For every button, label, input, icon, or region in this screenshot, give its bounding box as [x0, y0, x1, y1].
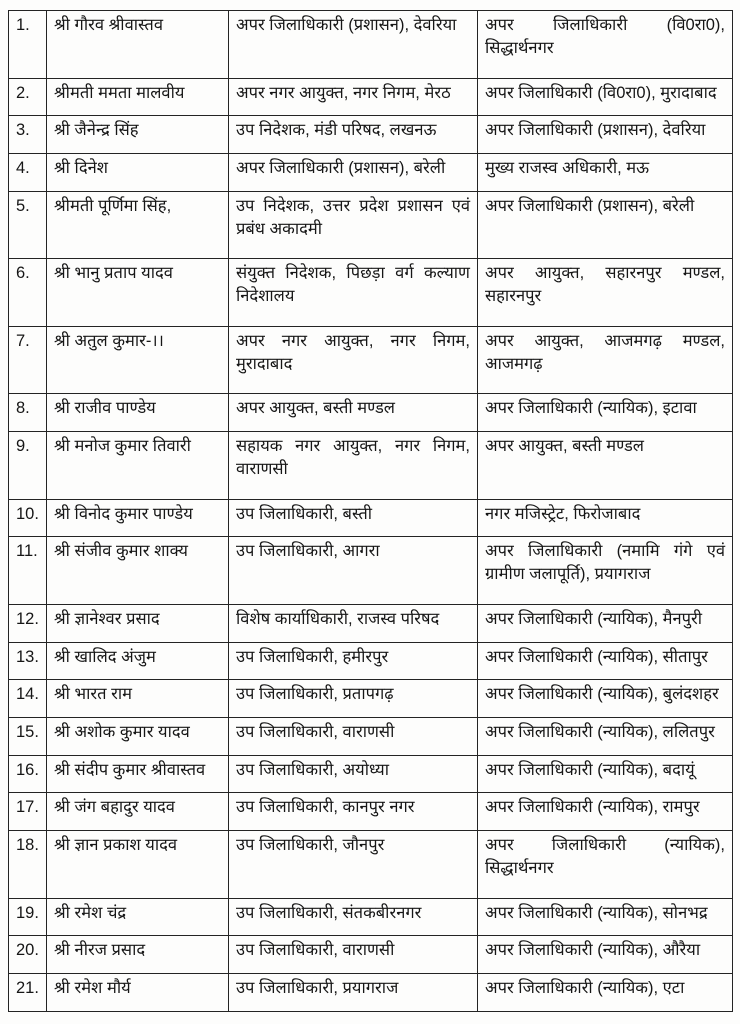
current-post-cell: अपर आयुक्त, बस्ती मण्डल: [229, 394, 478, 432]
current-post-cell: उप जिलाधिकारी, संतकबीरनगर: [229, 898, 478, 936]
new-post-cell: मुख्य राजस्व अधिकारी, मऊ: [478, 153, 733, 191]
new-post-cell: अपर जिलाधिकारी (न्यायिक), इटावा: [478, 394, 733, 432]
name-cell: श्रीमती पूर्णिमा सिंह,: [47, 191, 229, 259]
serial-cell: 13.: [9, 642, 47, 680]
name-cell: श्री विनोद कुमार पाण्डेय: [47, 499, 229, 537]
name-cell: श्री गौरव श्रीवास्तव: [47, 11, 229, 79]
name-cell: श्री रमेश मौर्य: [47, 974, 229, 1012]
new-post-cell: अपर जिलाधिकारी (प्रशासन), बरेली: [478, 191, 733, 259]
serial-cell: 4.: [9, 153, 47, 191]
current-post-cell: उप जिलाधिकारी, प्रतापगढ़: [229, 680, 478, 718]
serial-cell: 11.: [9, 537, 47, 605]
new-post-cell: अपर आयुक्त, आजमगढ़ मण्डल, आजमगढ़: [478, 326, 733, 394]
current-post-cell: सहायक नगर आयुक्त, नगर निगम, वाराणसी: [229, 432, 478, 500]
serial-cell: 7.: [9, 326, 47, 394]
table-row: [9, 432, 733, 500]
name-cell: श्री ज्ञान प्रकाश यादव: [47, 831, 229, 899]
serial-cell: 6.: [9, 259, 47, 327]
new-post-cell: अपर आयुक्त, सहारनपुर मण्डल, सहारनपुर: [478, 259, 733, 327]
current-post-cell: विशेष कार्याधिकारी, राजस्व परिषद: [229, 605, 478, 643]
new-post-cell: अपर जिलाधिकारी (न्यायिक), औरैया: [478, 936, 733, 974]
new-post-cell: नगर मजिस्ट्रेट, फिरोजाबाद: [478, 499, 733, 537]
current-post-cell: उप जिलाधिकारी, अयोध्या: [229, 755, 478, 793]
new-post-cell: अपर जिलाधिकारी (न्यायिक), रामपुर: [478, 793, 733, 831]
serial-cell: 17.: [9, 793, 47, 831]
table-row: [9, 642, 733, 680]
serial-cell: 3.: [9, 116, 47, 154]
name-cell: श्री भारत राम: [47, 680, 229, 718]
table-row: [9, 11, 733, 79]
name-cell: श्री ज्ञानेश्वर प्रसाद: [47, 605, 229, 643]
table-row: [9, 326, 733, 394]
new-post-cell: अपर जिलाधिकारी (नमामि गंगे एवं ग्रामीण जलापूर्ति), प्रयागराज: [478, 537, 733, 605]
table-row: [9, 831, 733, 899]
new-post-cell: अपर जिलाधिकारी (न्यायिक), एटा: [478, 974, 733, 1012]
serial-cell: 16.: [9, 755, 47, 793]
table-row: [9, 755, 733, 793]
transfer-table-body: [9, 11, 733, 1012]
table-row: [9, 898, 733, 936]
name-cell: श्रीमती ममता मालवीय: [47, 78, 229, 116]
current-post-cell: संयुक्त निदेशक, पिछड़ा वर्ग कल्याण निदेशालय: [229, 259, 478, 327]
serial-cell: 2.: [9, 78, 47, 116]
name-cell: श्री भानु प्रताप यादव: [47, 259, 229, 327]
table-row: [9, 191, 733, 259]
table-row: [9, 537, 733, 605]
serial-cell: 5.: [9, 191, 47, 259]
current-post-cell: उप जिलाधिकारी, वाराणसी: [229, 718, 478, 756]
new-post-cell: अपर जिलाधिकारी (न्यायिक), सीतापुर: [478, 642, 733, 680]
name-cell: श्री दिनेश: [47, 153, 229, 191]
table-row: [9, 974, 733, 1012]
new-post-cell: अपर जिलाधिकारी (न्यायिक), बदायूं: [478, 755, 733, 793]
current-post-cell: अपर नगर आयुक्त, नगर निगम, मेरठ: [229, 78, 478, 116]
new-post-cell: अपर जिलाधिकारी (न्यायिक), सोनभद्र: [478, 898, 733, 936]
table-row: [9, 116, 733, 154]
serial-cell: 18.: [9, 831, 47, 899]
name-cell: श्री रमेश चंद्र: [47, 898, 229, 936]
new-post-cell: अपर जिलाधिकारी (न्यायिक), बुलंदशहर: [478, 680, 733, 718]
current-post-cell: उप जिलाधिकारी, हमीरपुर: [229, 642, 478, 680]
table-row: [9, 793, 733, 831]
new-post-cell: अपर जिलाधिकारी (प्रशासन), देवरिया: [478, 116, 733, 154]
name-cell: श्री राजीव पाण्डेय: [47, 394, 229, 432]
new-post-cell: अपर जिलाधिकारी (न्यायिक), ललितपुर: [478, 718, 733, 756]
new-post-cell: अपर आयुक्त, बस्ती मण्डल: [478, 432, 733, 500]
new-post-cell: अपर जिलाधिकारी (न्यायिक), मैनपुरी: [478, 605, 733, 643]
table-row: [9, 718, 733, 756]
table-row: [9, 394, 733, 432]
current-post-cell: उप जिलाधिकारी, जौनपुर: [229, 831, 478, 899]
new-post-cell: अपर जिलाधिकारी (वि0रा0), मुरादाबाद: [478, 78, 733, 116]
serial-cell: 10.: [9, 499, 47, 537]
current-post-cell: उप निदेशक, उत्तर प्रदेश प्रशासन एवं प्रबंध अकादमी: [229, 191, 478, 259]
current-post-cell: उप जिलाधिकारी, बस्ती: [229, 499, 478, 537]
name-cell: श्री संजीव कुमार शाक्य: [47, 537, 229, 605]
new-post-cell: अपर जिलाधिकारी (वि0रा0), सिद्धार्थनगर: [478, 11, 733, 79]
name-cell: श्री जंग बहादुर यादव: [47, 793, 229, 831]
table-row: [9, 936, 733, 974]
name-cell: श्री मनोज कुमार तिवारी: [47, 432, 229, 500]
serial-cell: 20.: [9, 936, 47, 974]
new-post-cell: अपर जिलाधिकारी (न्यायिक), सिद्धार्थनगर: [478, 831, 733, 899]
table-row: [9, 680, 733, 718]
table-row: [9, 259, 733, 327]
serial-cell: 1.: [9, 11, 47, 79]
serial-cell: 8.: [9, 394, 47, 432]
current-post-cell: अपर नगर आयुक्त, नगर निगम, मुरादाबाद: [229, 326, 478, 394]
current-post-cell: उप जिलाधिकारी, प्रयागराज: [229, 974, 478, 1012]
serial-cell: 12.: [9, 605, 47, 643]
serial-cell: 14.: [9, 680, 47, 718]
current-post-cell: अपर जिलाधिकारी (प्रशासन), बरेली: [229, 153, 478, 191]
current-post-cell: उप जिलाधिकारी, आगरा: [229, 537, 478, 605]
table-row: [9, 499, 733, 537]
current-post-cell: उप निदेशक, मंडी परिषद, लखनऊ: [229, 116, 478, 154]
table-row: [9, 78, 733, 116]
current-post-cell: उप जिलाधिकारी, कानपुर नगर: [229, 793, 478, 831]
name-cell: श्री संदीप कुमार श्रीवास्तव: [47, 755, 229, 793]
transfer-table: [8, 10, 733, 1012]
serial-cell: 19.: [9, 898, 47, 936]
name-cell: श्री खालिद अंजुम: [47, 642, 229, 680]
name-cell: श्री जैनेन्द्र सिंह: [47, 116, 229, 154]
current-post-cell: अपर जिलाधिकारी (प्रशासन), देवरिया: [229, 11, 478, 79]
serial-cell: 21.: [9, 974, 47, 1012]
name-cell: श्री अतुल कुमार-।।: [47, 326, 229, 394]
table-row: [9, 153, 733, 191]
table-row: [9, 605, 733, 643]
name-cell: श्री अशोक कुमार यादव: [47, 718, 229, 756]
serial-cell: 9.: [9, 432, 47, 500]
serial-cell: 15.: [9, 718, 47, 756]
current-post-cell: उप जिलाधिकारी, वाराणसी: [229, 936, 478, 974]
name-cell: श्री नीरज प्रसाद: [47, 936, 229, 974]
